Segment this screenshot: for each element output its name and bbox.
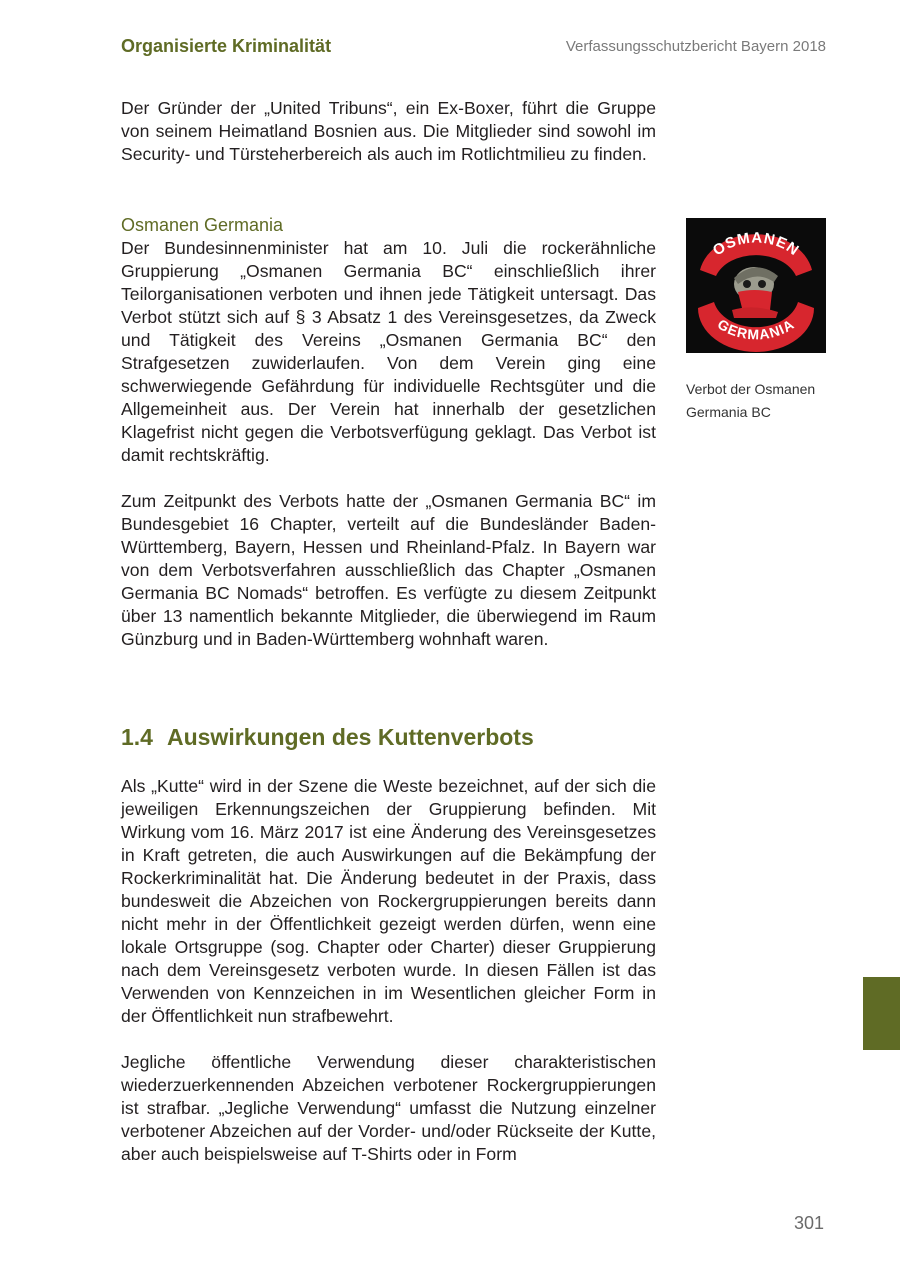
- chapter-thumb-tab: [863, 977, 900, 1050]
- kuttenverbot-section: [121, 775, 656, 1166]
- running-header-chapter: Organisierte Kriminalität: [121, 36, 332, 56]
- page-number: 301: [793, 1213, 824, 1233]
- logo-top-text: OSMANEN: [709, 229, 803, 260]
- logo-skull-figure: [732, 267, 778, 318]
- figure-caption: Verbot der Osmanen Germania BC: [686, 381, 816, 420]
- osmanen-paragraph-1: Der Bundesinnenminister hat am 10. Juli die rockerähnliche Gruppierung „Osmanen Germania BC“ einschließlich ihrer Teilorganisationen verboten und ihnen jede Tätigkeit untersagt. Das Verbot stützt sich auf § 3 Absatz 1 des Vereinsgesetzes, da Zweck und Tätigkeit des Vereins „Osmanen Germania BC“ den Strafgesetzen zuwiderlaufen. Von dem Verein ging eine schwerwiegende Gefährdung für individuelle Rechtsgüter und die Allgemeinheit aus. Der Verein hat innerhalb der gesetzlichen Klagefrist nicht gegen die Verbotsverfügung geklagt. Das Verbot ist damit rechtskräftig.: [121, 238, 656, 465]
- section-title-text: Auswirkungen des Kuttenverbots: [166, 724, 534, 750]
- intro-block: [121, 97, 656, 166]
- intro-paragraph: Der Gründer der „United Tribuns“, ein Ex-Boxer, führt die Gruppe von seinem Heimatland Bosnien aus. Die Mitglieder sind sowohl im Security- und Türsteherbereich als auch im Rotlichtmilieu zu finden.: [121, 98, 656, 164]
- section-number: 1.4: [121, 724, 153, 750]
- osmanen-paragraph-2: Zum Zeitpunkt des Verbots hatte der „Osmanen Germania BC“ im Bundesgebiet 16 Chapter, verteilt auf die Bundesländer Baden-Württemberg, Bayern, Hessen und Rheinland-Pfalz. In Bayern war von dem Verbotsverfahren ausschließlich das Chapter „Osmanen Germania BC Nomads“ betroffen. Es verfügte zu diesem Zeitpunkt über 13 namentlich bekannte Mitglieder, die überwiegend im Raum Günzburg und in Baden-Württemberg wohnhaft waren.: [121, 491, 656, 649]
- section-heading: [121, 724, 534, 751]
- running-header-publication: Verfassungsschutzbericht Bayern 2018: [565, 38, 826, 55]
- logo-bottom-text: GERMANIA: [714, 315, 798, 343]
- osmanen-section: [121, 214, 656, 651]
- logo-graphic: [686, 218, 826, 353]
- osmanen-heading: Osmanen Germania: [121, 215, 284, 235]
- kuttenverbot-paragraph-1: Als „Kutte“ wird in der Szene die Weste bezeichnet, auf der sich die jeweiligen Erkennungszeichen der Gruppierung befinden. Mit Wirkung vom 16. März 2017 ist eine Änderung des Vereinsgesetzes in Kraft getreten, die auch Auswirkungen auf die Bekämpfung der Rockerkriminalität hat. Die Änderung bedeutet in der Praxis, dass bundesweit die Abzeichen von Rockergruppierungen bereits dann nicht mehr in der Öffentlichkeit gezeigt werden dürfen, wenn eine lokale Ortsgruppe (sog. Chapter oder Charter) dieser Gruppierung nach dem Vereinsgesetz verboten wurde. In diesen Fällen ist das Verwenden von Kennzeichen in im Wesentlichen gleicher Form in der Öffentlichkeit nun strafbewehrt.: [121, 776, 656, 1026]
- kuttenverbot-paragraph-2: Jegliche öffentliche Verwendung dieser charakteristischen wiederzuerkennenden Abzeichen verbotener Rockergruppierungen ist strafbar. „Jegliche Verwendung“ umfasst die Nutzung einzelner verbotener Abzeichen auf der Vorder- und/oder Rückseite der Kutte, aber auch beispielsweise auf T-Shirts oder in Form: [121, 1052, 656, 1164]
- osmanen-germania-logo: [686, 218, 826, 353]
